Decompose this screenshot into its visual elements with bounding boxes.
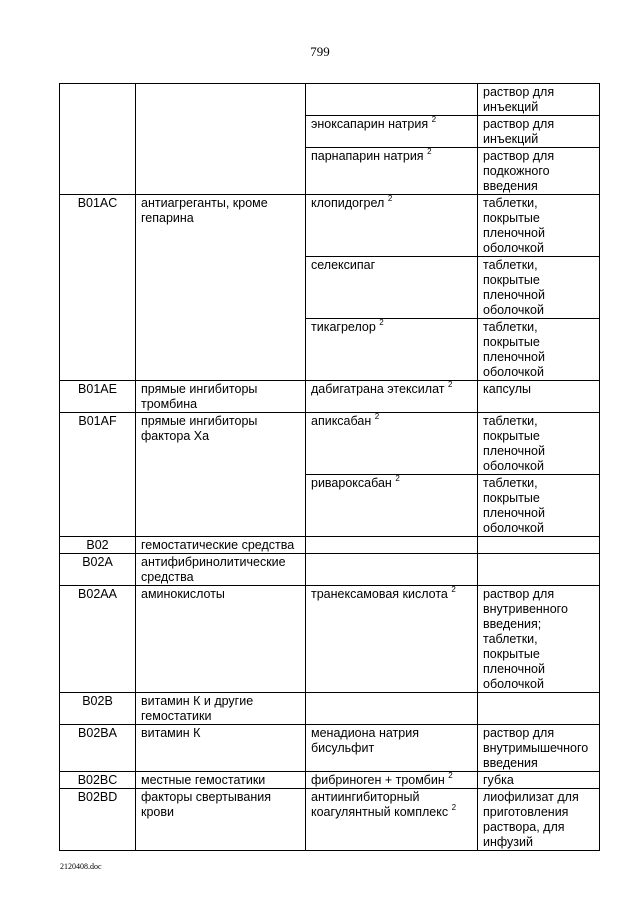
drug-name: эноксапарин натрия [311, 117, 429, 131]
group-cell: факторы свертывания крови [136, 789, 306, 851]
form-cell: губка [478, 772, 600, 789]
drug-name: селексипаг [311, 258, 376, 272]
group-cell: антифибринолитические средства [136, 554, 306, 586]
group-cell: антиагреганты, кроме гепарина [136, 195, 306, 381]
footnote-mark: 2 [448, 771, 453, 780]
atc-code-cell: B01AC [60, 195, 136, 381]
atc-code-cell: B02B [60, 693, 136, 725]
footnote-mark: 2 [451, 585, 456, 594]
drug-table [59, 83, 600, 851]
form-cell: лиофилизат для приготовления раствора, для инфузий [478, 789, 600, 851]
form-cell: таблетки, покрытые пленочной оболочкой [478, 319, 600, 381]
group-cell: местные гемостатики [136, 772, 306, 789]
atc-code-cell: B02A [60, 554, 136, 586]
drug-cell [306, 319, 478, 381]
table-row [60, 84, 600, 116]
drug-name: парнапарин натрия [311, 149, 424, 163]
form-cell: раствор для внутривенного введения; таблетки, покрытые пленочной оболочкой [478, 586, 600, 693]
table-row [60, 537, 600, 554]
drug-name: менадиона натрия бисульфит [311, 726, 419, 755]
form-cell: таблетки, покрытые пленочной оболочкой [478, 475, 600, 537]
table-row [60, 195, 600, 257]
atc-code-cell: B01AE [60, 381, 136, 413]
form-cell: таблетки, покрытые пленочной оболочкой [478, 195, 600, 257]
drug-cell [306, 537, 478, 554]
drug-cell [306, 148, 478, 195]
drug-cell [306, 475, 478, 537]
atc-code-cell [60, 84, 136, 195]
drug-table-body [60, 84, 600, 851]
drug-name: тикагрелор [311, 320, 376, 334]
group-cell: прямые ингибиторы тромбина [136, 381, 306, 413]
group-cell: гемостатические средства [136, 537, 306, 554]
form-cell [478, 537, 600, 554]
table-row [60, 772, 600, 789]
table-row [60, 725, 600, 772]
drug-cell [306, 586, 478, 693]
form-cell: раствор для внутримышечного введения [478, 725, 600, 772]
form-cell: таблетки, покрытые пленочной оболочкой [478, 257, 600, 319]
drug-name: клопидогрел [311, 196, 385, 210]
drug-name: апиксабан [311, 414, 372, 428]
drug-cell [306, 381, 478, 413]
atc-code-cell: B02BC [60, 772, 136, 789]
form-cell [478, 554, 600, 586]
table-row [60, 554, 600, 586]
drug-name: ривароксабан [311, 476, 392, 490]
drug-name: фибриноген + тромбин [311, 773, 445, 787]
footnote-mark: 2 [395, 474, 400, 483]
table-row [60, 381, 600, 413]
form-cell: капсулы [478, 381, 600, 413]
group-cell: витамин К [136, 725, 306, 772]
drug-cell [306, 789, 478, 851]
table-row [60, 789, 600, 851]
footnote-mark: 2 [427, 147, 432, 156]
form-cell: раствор для инъекций [478, 116, 600, 148]
drug-cell [306, 725, 478, 772]
atc-code-cell: B01AF [60, 413, 136, 537]
footnote-mark: 2 [431, 115, 437, 124]
footnote-mark: 2 [447, 380, 453, 389]
table-row [60, 586, 600, 693]
drug-cell [306, 413, 478, 475]
drug-cell [306, 116, 478, 148]
group-cell: прямые ингибиторы фактора Ха [136, 413, 306, 537]
group-cell [136, 84, 306, 195]
footnote-mark: 2 [374, 412, 380, 421]
atc-code-cell: B02BD [60, 789, 136, 851]
form-cell [478, 693, 600, 725]
drug-cell [306, 195, 478, 257]
table-row [60, 693, 600, 725]
drug-name: транексамовая кислота [311, 587, 448, 601]
drug-cell [306, 772, 478, 789]
table-row [60, 413, 600, 475]
document-footer: 2120408.doc [60, 862, 102, 871]
drug-name: антиингибиторный коагулянтный комплекс [311, 790, 449, 819]
form-cell: таблетки, покрытые пленочной оболочкой [478, 413, 600, 475]
drug-cell [306, 257, 478, 319]
drug-cell [306, 693, 478, 725]
drug-cell [306, 84, 478, 116]
footnote-mark: 2 [379, 318, 384, 327]
atc-code-cell: B02BA [60, 725, 136, 772]
group-cell: витамин К и другие гемостатики [136, 693, 306, 725]
atc-code-cell: B02 [60, 537, 136, 554]
atc-code-cell: B02AA [60, 586, 136, 693]
form-cell: раствор для подкожного введения [478, 148, 600, 195]
drug-name: дабигатрана этексилат [311, 382, 445, 396]
form-cell: раствор для инъекций [478, 84, 600, 116]
footnote-mark: 2 [451, 803, 457, 812]
footnote-mark: 2 [387, 194, 393, 203]
drug-cell [306, 554, 478, 586]
group-cell: аминокислоты [136, 586, 306, 693]
page-number: 799 [310, 44, 330, 59]
